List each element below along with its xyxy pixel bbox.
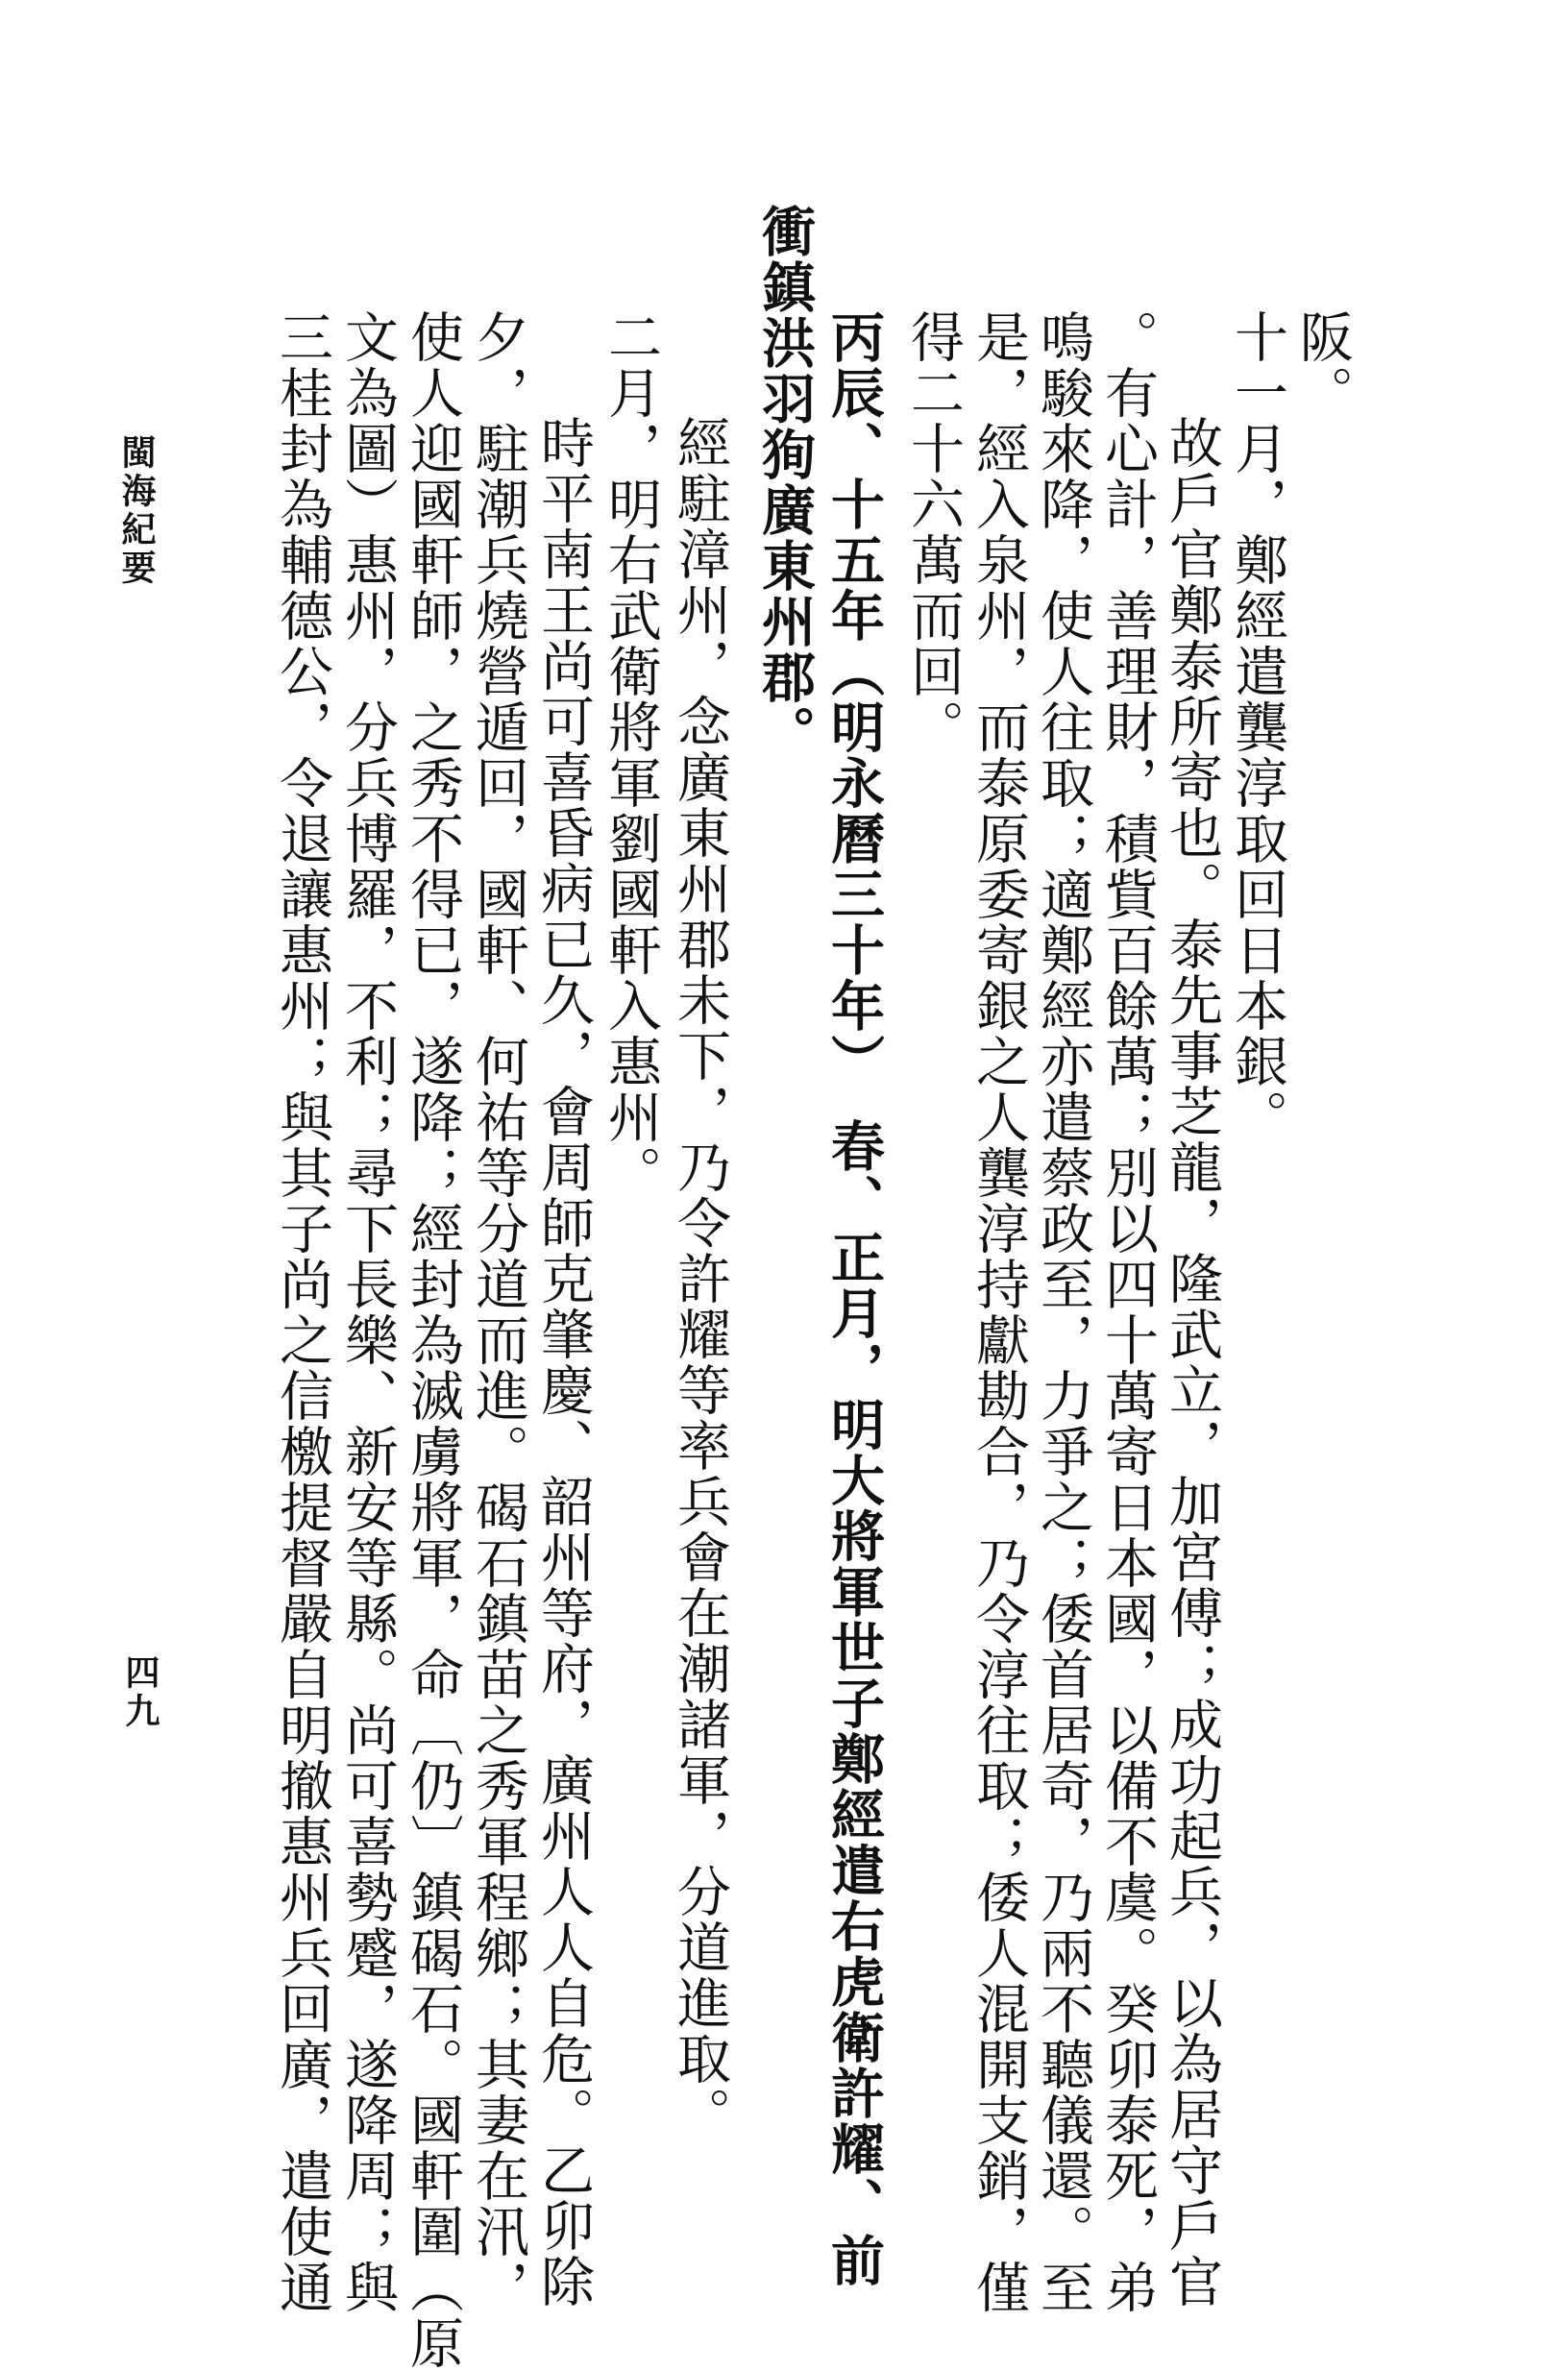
text-column-4: 。有心計，善理財，積貲百餘萬；別以四十萬寄日本國，以備不虞。癸卯泰死，弟 (1096, 309, 1159, 2315)
book-title: 閩海紀要 (116, 434, 157, 588)
text-column-13: 夕，駐潮兵燒營遁回，國軒、何祐等分道而進。碣石鎮苗之秀軍程鄉；其妻在汛， (467, 309, 529, 2315)
text-column-10: 經駐漳州，念廣東州郡未下，乃令許耀等率兵會在潮諸軍，分道進取。 (669, 415, 731, 2142)
text-column-2: 十一月，鄭經遣龔淳取回日本銀。 (1226, 309, 1288, 1145)
text-column-14: 使人迎國軒師，之秀不得已，遂降；經封為滅虜將軍，命〔仍〕鎮碣石。國軒圍（原 (402, 309, 464, 2371)
text-column-6: 是，經入泉州，而泰原委寄銀之人龔淳持獻勘合，乃令淳往取；倭人混開支銷，僅 (968, 309, 1030, 2315)
text-column-8: 丙辰、十五年（明永曆三十年） 春、正月，明大將軍世子鄭經遣右虎衛許耀、前 (822, 309, 886, 2288)
text-column-16: 三桂封為輔德公，令退讓惠州；與其子尚之信檄提督嚴自明撤惠州兵回廣，遣使通 (271, 309, 333, 2315)
text-column-3: 故戶官鄭泰所寄也。泰先事芝龍，隆武立，加宮傅；成功起兵，以為居守戶官 (1161, 415, 1223, 2310)
text-column-9: 衝鎮洪羽狥廣東州郡。 (753, 204, 817, 761)
text-column-7: 得二十六萬而回。 (902, 309, 965, 755)
text-column-15: 文為圖）惠州，分兵博羅，不利；尋下長樂、新安等縣。尚可喜勢蹙，遂降周；與 (336, 309, 399, 2315)
page-number: 四九 (120, 1654, 160, 1731)
text-column-12: 時平南王尚可喜昏病已久，會周師克肇慶、韶州等府，廣州人人自危。乙卯除 (532, 415, 595, 2310)
text-column-5: 鳴駿來降，使人往取；適鄭經亦遣蔡政至，力爭之；倭首居奇，乃兩不聽儀還。至 (1032, 309, 1094, 2315)
text-column-11: 二月，明右武衛將軍劉國軒入惠州。 (600, 309, 662, 1201)
text-column-1: 阪。 (1291, 309, 1354, 421)
